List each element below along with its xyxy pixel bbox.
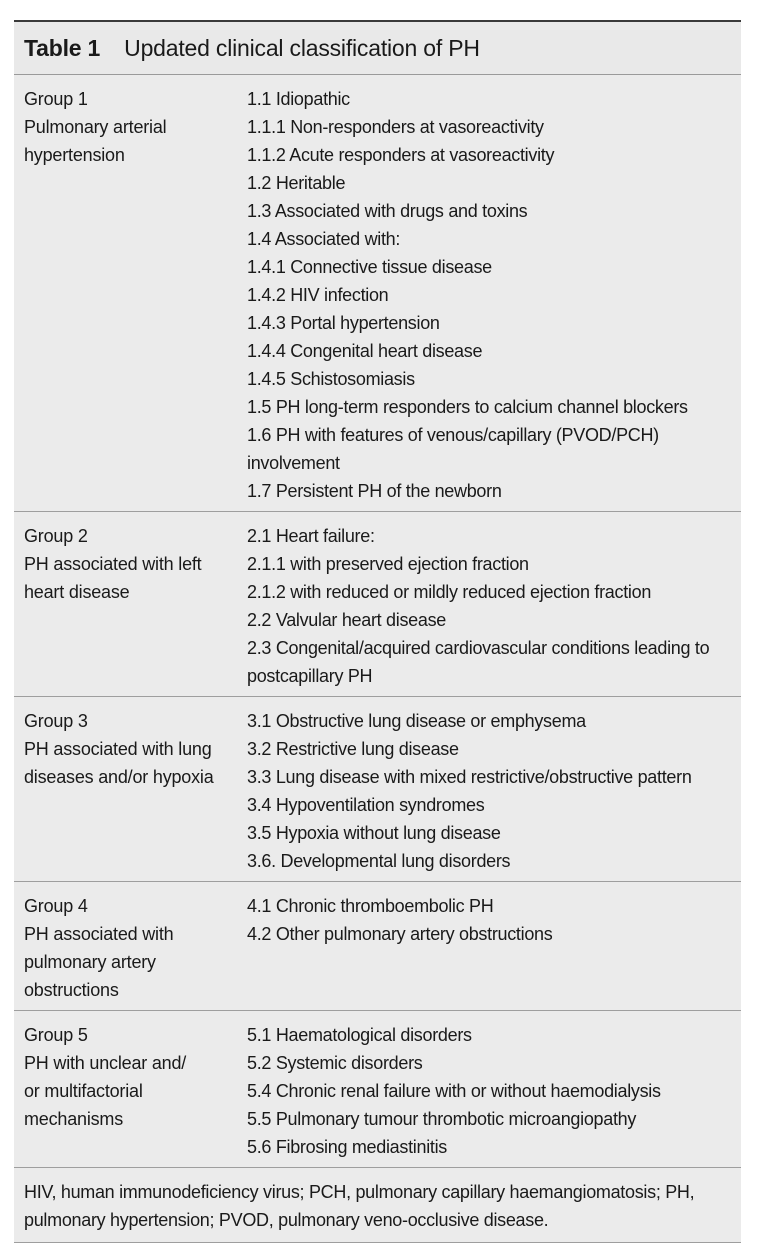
table-row-group-1	[14, 75, 741, 512]
list-item: 1.1 Idiopathic	[247, 89, 350, 109]
list-item: 3.3 Lung disease with mixed restrictive/obstructive pattern	[247, 767, 692, 787]
list-item: 1.4.4 Congenital heart disease	[247, 341, 483, 361]
list-item: 1.4 Associated with:	[247, 229, 401, 249]
list-item: 5.6 Fibrosing mediastinitis	[247, 1137, 447, 1157]
table-row-group-2	[14, 512, 741, 697]
group-number: Group 4	[24, 896, 88, 916]
list-item: 1.4.3 Portal hypertension	[247, 313, 440, 333]
list-item: 3.6. Developmental lung disorders	[247, 851, 511, 871]
item-list	[236, 85, 741, 505]
table-title: Updated clinical classification of PH	[124, 34, 480, 61]
table-row-group-3	[14, 697, 741, 882]
list-item: 4.2 Other pulmonary artery obstructions	[247, 924, 553, 944]
list-item: 1.1.2 Acute responders at vasoreactivity	[247, 145, 555, 165]
list-item: 2.2 Valvular heart disease	[247, 610, 446, 630]
group-description: PH associated with pulmonary artery obstructions	[24, 924, 174, 1000]
table-header	[14, 22, 741, 75]
list-item: 1.5 PH long-term responders to calcium channel blockers	[247, 397, 688, 417]
table-row-group-5	[14, 1011, 741, 1168]
list-item: 1.4.2 HIV infection	[247, 285, 389, 305]
table-footnote: HIV, human immunodeficiency virus; PCH, pulmonary capillary haemangiomatosis; PH, pulmonary hypertension; PVOD, pulmonary veno-occlusive disease.	[14, 1168, 741, 1243]
group-number: Group 2	[24, 526, 88, 546]
list-item: 1.2 Heritable	[247, 173, 346, 193]
list-item: 2.1.1 with preserved ejection fraction	[247, 554, 529, 574]
group-number: Group 5	[24, 1025, 88, 1045]
list-item: 1.6 PH with features of venous/capillary (PVOD/PCH) involvement	[247, 425, 659, 473]
item-list	[236, 522, 741, 690]
list-item: 2.3 Congenital/acquired cardiovascular conditions leading to postcapillary PH	[247, 638, 710, 686]
item-list	[236, 1021, 741, 1161]
item-list	[236, 707, 741, 875]
list-item: 3.2 Restrictive lung disease	[247, 739, 459, 759]
group-description: PH associated with lung diseases and/or hypoxia	[24, 739, 214, 787]
group-number: Group 1	[24, 89, 88, 109]
table-row-group-4	[14, 882, 741, 1011]
list-item: 5.2 Systemic disorders	[247, 1053, 423, 1073]
list-item: 5.5 Pulmonary tumour thrombotic microangiopathy	[247, 1109, 637, 1129]
group-description: PH with unclear and/ or multifactorial mechanisms	[24, 1053, 187, 1129]
list-item: 5.4 Chronic renal failure with or without haemodialysis	[247, 1081, 661, 1101]
document-page	[14, 20, 741, 1230]
list-item: 1.4.5 Schistosomiasis	[247, 369, 415, 389]
group-description: PH associated with left heart disease	[24, 554, 202, 602]
group-description: Pulmonary arterial hypertension	[24, 117, 167, 165]
group-cell	[14, 522, 236, 690]
group-number: Group 3	[24, 711, 88, 731]
list-item: 2.1.2 with reduced or mildly reduced ejection fraction	[247, 582, 652, 602]
list-item: 1.1.1 Non-responders at vasoreactivity	[247, 117, 544, 137]
group-cell	[14, 1021, 236, 1161]
classification-table	[14, 75, 741, 1168]
group-cell	[14, 892, 236, 1004]
list-item: 4.1 Chronic thromboembolic PH	[247, 896, 494, 916]
list-item: 1.7 Persistent PH of the newborn	[247, 481, 502, 501]
list-item: 5.1 Haematological disorders	[247, 1025, 472, 1045]
list-item: 1.4.1 Connective tissue disease	[247, 257, 492, 277]
group-cell	[14, 85, 236, 505]
item-list	[236, 892, 741, 1004]
list-item: 3.1 Obstructive lung disease or emphysema	[247, 711, 586, 731]
list-item: 3.4 Hypoventilation syndromes	[247, 795, 485, 815]
list-item: 3.5 Hypoxia without lung disease	[247, 823, 501, 843]
group-cell	[14, 707, 236, 875]
list-item: 2.1 Heart failure:	[247, 526, 375, 546]
list-item: 1.3 Associated with drugs and toxins	[247, 201, 528, 221]
table-label: Table 1	[24, 34, 101, 61]
